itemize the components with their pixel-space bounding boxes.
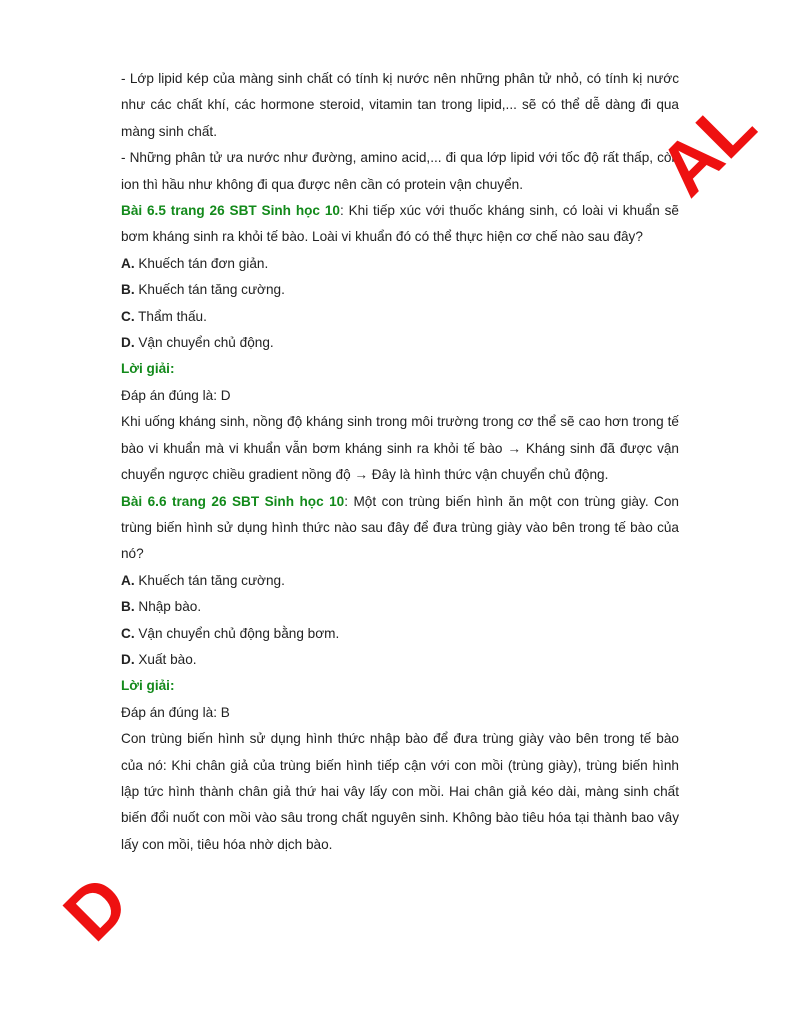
- paragraph: - Những phân tử ưa nước như đường, amino acid,... đi qua lớp lipid với tốc độ rất thấp, còn ion thì hầu như không đi qua được nên cần có protein vận chuyển.: [121, 150, 679, 192]
- option-text: Khuếch tán tăng cường.: [134, 572, 285, 588]
- answer-option: [121, 621, 679, 647]
- solution-heading: Lời giải:: [121, 361, 175, 377]
- option-letter: D.: [121, 651, 135, 667]
- paragraph: Con trùng biến hình sử dụng hình thức nhập bào để đưa trùng giày vào bên trong tế bào của nó: Khi chân giả của trùng biến hình tiếp cận với con mồi (trùng giày), trùng biến hình lập tức hình thành chân giả thứ hai vây lấy con mồi. Hai chân giả kéo dài, màng sinh chất biến đổi nuốt con mồi vào sâu trong chất nguyên sinh. Không bào tiêu hóa tại thành bao vây lấy con mồi, tiêu hóa nhờ dịch bào.: [121, 731, 679, 852]
- answer-option: [121, 304, 679, 330]
- option-text: Vận chuyển chủ động.: [134, 335, 274, 351]
- question: [121, 198, 679, 251]
- option-letter: B.: [121, 282, 135, 298]
- watermark-text-bottom: D: [47, 859, 145, 957]
- document-body: [121, 66, 679, 858]
- question-label: Bài 6.6 trang 26 SBT Sinh học 10: [121, 493, 345, 509]
- answer-option: [121, 647, 679, 673]
- option-letter: C.: [121, 308, 135, 324]
- answer-option: [121, 568, 679, 594]
- option-text: Xuất bào.: [134, 651, 197, 667]
- option-letter: C.: [121, 625, 135, 641]
- option-letter: A.: [121, 572, 135, 588]
- option-letter: B.: [121, 599, 135, 615]
- question-label: Bài 6.5 trang 26 SBT Sinh học 10: [121, 203, 340, 219]
- solution-heading: Lời giải:: [121, 678, 175, 694]
- paragraph: Đáp án đúng là: B: [121, 704, 230, 720]
- answer-option: [121, 251, 679, 277]
- option-text: Thẩm thấu.: [134, 308, 207, 324]
- paragraph: Đáp án đúng là: D: [121, 387, 231, 403]
- option-text: Khuếch tán đơn giản.: [134, 255, 269, 271]
- answer-option: [121, 277, 679, 303]
- paragraph: - Lớp lipid kép của màng sinh chất có tính kị nước nên những phân tử nhỏ, có tính kị nước như các chất khí, các hormone steroid, vitamin tan trong lipid,... sẽ có thể dễ dàng đi qua màng sinh chất.: [121, 71, 679, 139]
- answer-option: [121, 330, 679, 356]
- watermark-text-top: AL: [642, 82, 772, 212]
- question-text: : Một con trùng biến hình ăn một con trùng giày. Con trùng biến hình sử dụng hình thức nào sau đây để đưa trùng giày vào bên trong tế bào của nó?: [121, 493, 679, 562]
- paragraph: Khi uống kháng sinh, nồng độ kháng sinh trong môi trường trong cơ thể sẽ cao hơn trong tế bào vi khuẩn mà vi khuẩn vẫn bơm kháng sinh ra khỏi tế bào → Kháng sinh đã được vận chuyển ngược chiều gradient nồng độ → Đây là hình thức vận chuyển chủ động.: [121, 414, 679, 483]
- option-letter: A.: [121, 255, 135, 271]
- option-letter: D.: [121, 335, 135, 351]
- answer-option: [121, 594, 679, 620]
- question: [121, 489, 679, 568]
- option-text: Khuếch tán tăng cường.: [134, 282, 285, 298]
- question-text: : Khi tiếp xúc với thuốc kháng sinh, có loài vi khuẩn sẽ bơm kháng sinh ra khỏi tế bào. Loài vi khuẩn đó có thể thực hiện cơ chế nào sau đây?: [121, 203, 679, 245]
- option-text: Vận chuyển chủ động bằng bơm.: [134, 625, 340, 641]
- option-text: Nhập bào.: [134, 599, 202, 615]
